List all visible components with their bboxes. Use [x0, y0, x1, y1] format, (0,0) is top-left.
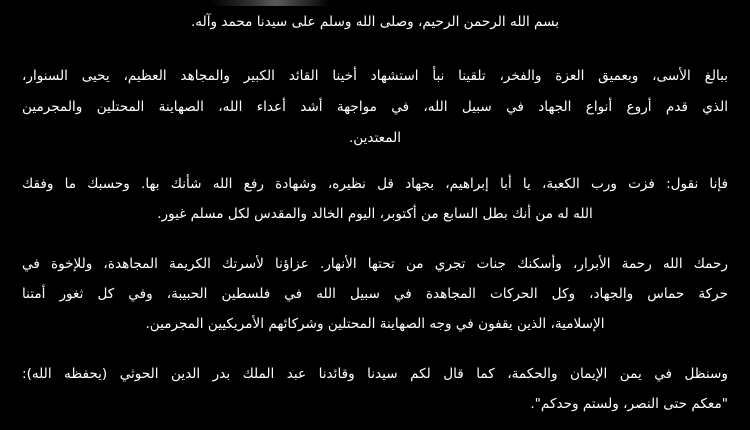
paragraph-4-line-1: وسنظل في يمن الإيمان والحكمة، كما قال لكم سيدنا وقائدنا عبد الملك بدر الدين الحوثي (يحفظه الله): — [22, 366, 728, 382]
paragraph-3-line-3: الإسلامية، الذين يقفون في وجه الصهاينة المحتلين وشركائهم الأمريكيين المجرمين. — [145, 316, 605, 332]
paragraph-2-line-1: فإنا نقول: فزت ورب الكعبة، يا أبا إبراهيم، بجهاد قل نظيره، وشهادة رفع الله شأنك بها. وحسبك ما وفقك — [22, 176, 728, 192]
opening-basmala: بسم الله الرحمن الرحيم، وصلى الله وسلم على سيدنا محمد وآله. — [190, 14, 560, 30]
paragraph-4-line-2: "معكم حتى النصر، ولستم وحدكم". — [530, 396, 728, 412]
paragraph-1-line-3: المعتدين. — [348, 130, 402, 146]
paragraph-1-line-2: الذي قدم أروع أنواع الجهاد في سبيل الله، في مواجهة أشد أعداء الله، الصهاينة المحتلين والمجرمين — [22, 99, 728, 115]
paragraph-3-line-2: حركة حماس والجهاد، وكل الحركات المجاهدة في سبيل الله في فلسطين الحبيبة، وفي كل ثغور أمتنا — [22, 286, 728, 302]
paragraph-2-line-2: الله له من أنك بطل السابع من أكتوبر، اليوم الخالد والمقدس لكل مسلم غيور. — [157, 206, 593, 222]
paragraph-3-line-1: رحمك الله رحمة الأبرار، وأسكنك جنات تجري من تحتها الأنهار. عزاؤنا لأسرتك الكريمة المجاهدة، وللإخوة في — [22, 256, 728, 272]
paragraph-1-line-1: ببالغ الأسى، وبعميق العزة والفخر، تلقينا نبأ استشهاد أخينا القائد الكبير والمجاهد العظيم، يحيى السنوار، — [22, 68, 728, 84]
